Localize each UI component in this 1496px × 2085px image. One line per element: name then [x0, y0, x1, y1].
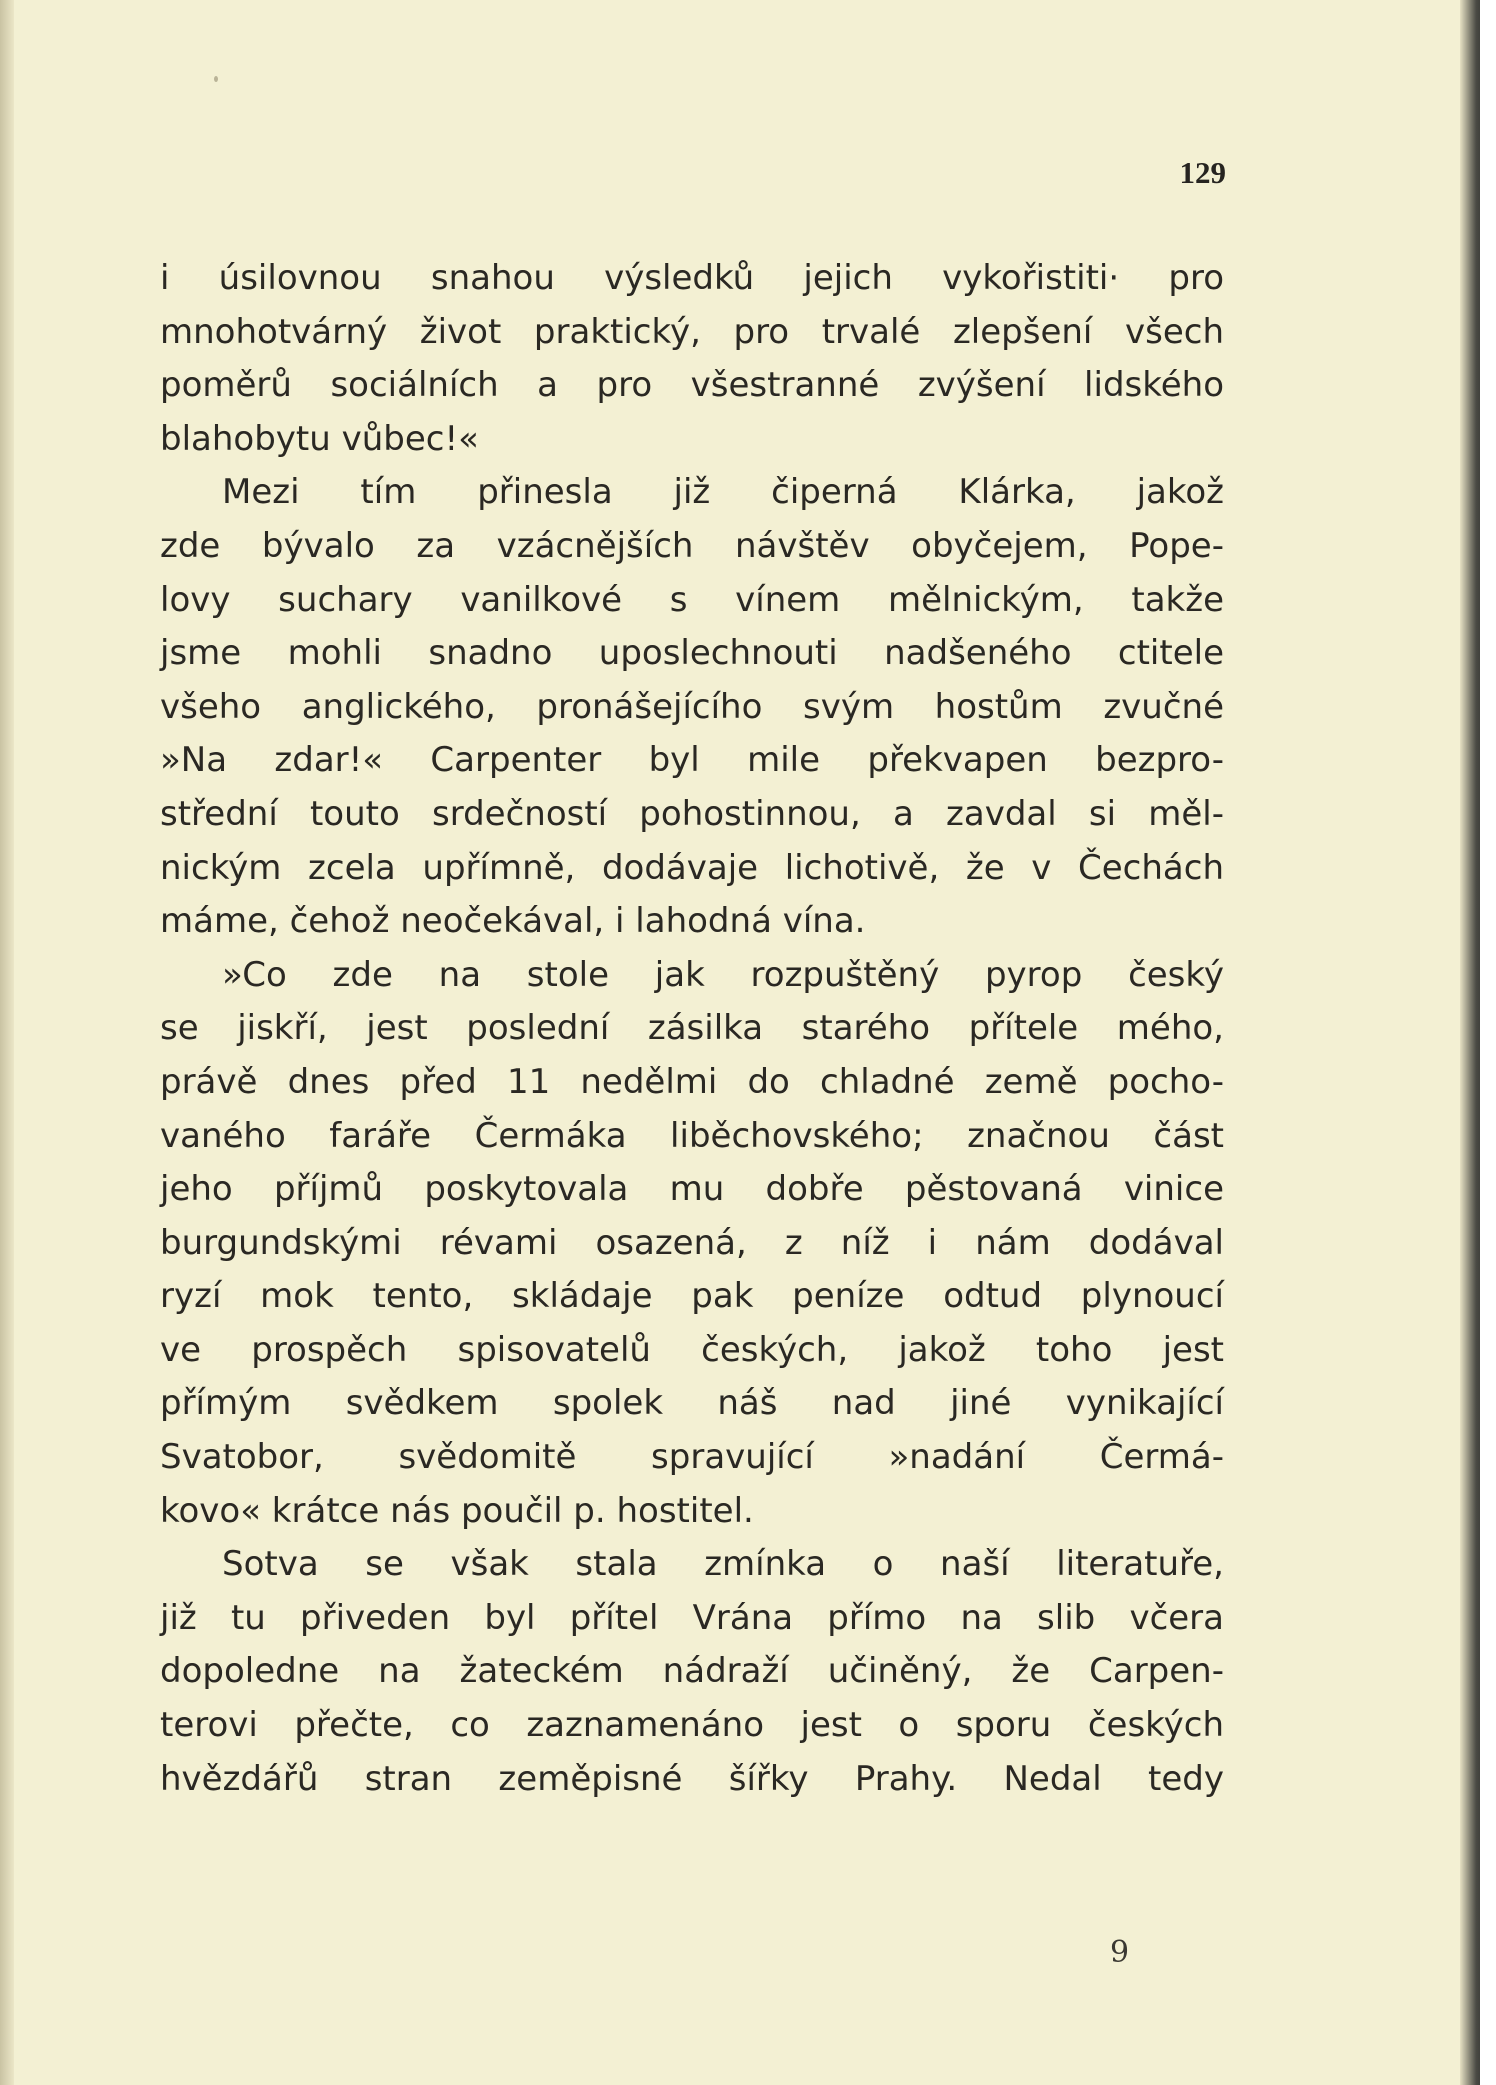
text-line: terovi přečte, co zaznamenáno jest o sporu českých — [160, 1705, 1224, 1746]
text-line: přímým svědkem spolek náš nad jiné vynikající — [160, 1383, 1224, 1424]
text-line: blahobytu vůbec!« — [160, 418, 479, 459]
printer-signature-mark: 9 — [1110, 1935, 1130, 1970]
text-line: vaného faráře Čermáka liběchovského; značnou část — [160, 1115, 1224, 1156]
text-line: jeho příjmů poskytovala mu dobře pěstovaná vinice — [160, 1169, 1224, 1210]
text-line: »Co zde na stole jak rozpuštěný pyrop český — [222, 954, 1224, 995]
text-line: Svatobor, svědomitě spravující »nadání Čermá- — [160, 1437, 1224, 1478]
text-line: »Na zdar!« Carpenter byl mile překvapen bezpro- — [160, 740, 1224, 781]
text-line: jsme mohli snadno uposlechnouti nadšeného ctitele — [160, 633, 1224, 674]
page-number: 129 — [1179, 155, 1226, 190]
text-line: máme, čehož neočekával, i lahodná vína. — [160, 901, 866, 942]
text-line: burgundskými révami osazená, z níž i nám dodával — [160, 1222, 1224, 1263]
paper-speck — [214, 76, 218, 82]
body-text — [160, 252, 1224, 1806]
text-line: lovy suchary vanilkové s vínem mělnickým, takže — [160, 579, 1224, 620]
text-line: poměrů sociálních a pro všestranné zvýšení lidského — [160, 365, 1224, 406]
text-line: kovo« krátce nás poučil p. hostitel. — [160, 1490, 754, 1531]
text-line: Sotva se však stala zmínka o naší literatuře, — [222, 1544, 1224, 1585]
text-line: ve prospěch spisovatelů českých, jakož toho jest — [160, 1329, 1224, 1370]
text-line: právě dnes před 11 nedělmi do chladné země pocho- — [160, 1061, 1224, 1102]
text-line: střední touto srdečností pohostinnou, a zavdal si měl- — [160, 793, 1224, 834]
page-left-edge — [0, 0, 14, 2085]
text-line: hvězdářů stran zeměpisné šířky Prahy. Nedal tedy — [160, 1758, 1224, 1799]
text-line: mnohotvárný život praktický, pro trvalé zlepšení všech — [160, 311, 1224, 352]
text-line: všeho anglického, pronášejícího svým hostům zvučné — [160, 686, 1224, 727]
text-line: ryzí mok tento, skládaje pak peníze odtud plynoucí — [160, 1276, 1224, 1317]
page-right-edge-shadow — [1460, 0, 1480, 2085]
text-line: Mezi tím přinesla již čiperná Klárka, jakož — [222, 472, 1224, 513]
text-line: dopoledne na žateckém nádraží učiněný, že Carpen- — [160, 1651, 1224, 1692]
text-line: zde bývalo za vzácnějších návštěv obyčejem, Pope- — [160, 525, 1224, 566]
text-line: se jiskří, jest poslední zásilka starého přítele mého, — [160, 1008, 1224, 1049]
text-line: již tu přiveden byl přítel Vrána přímo na slib včera — [160, 1597, 1224, 1638]
text-line: nickým zcela upřímně, dodávaje lichotivě, že v Čechách — [160, 847, 1224, 888]
text-line: i úsilovnou snahou výsledků jejich vykořistiti· pro — [160, 258, 1224, 298]
